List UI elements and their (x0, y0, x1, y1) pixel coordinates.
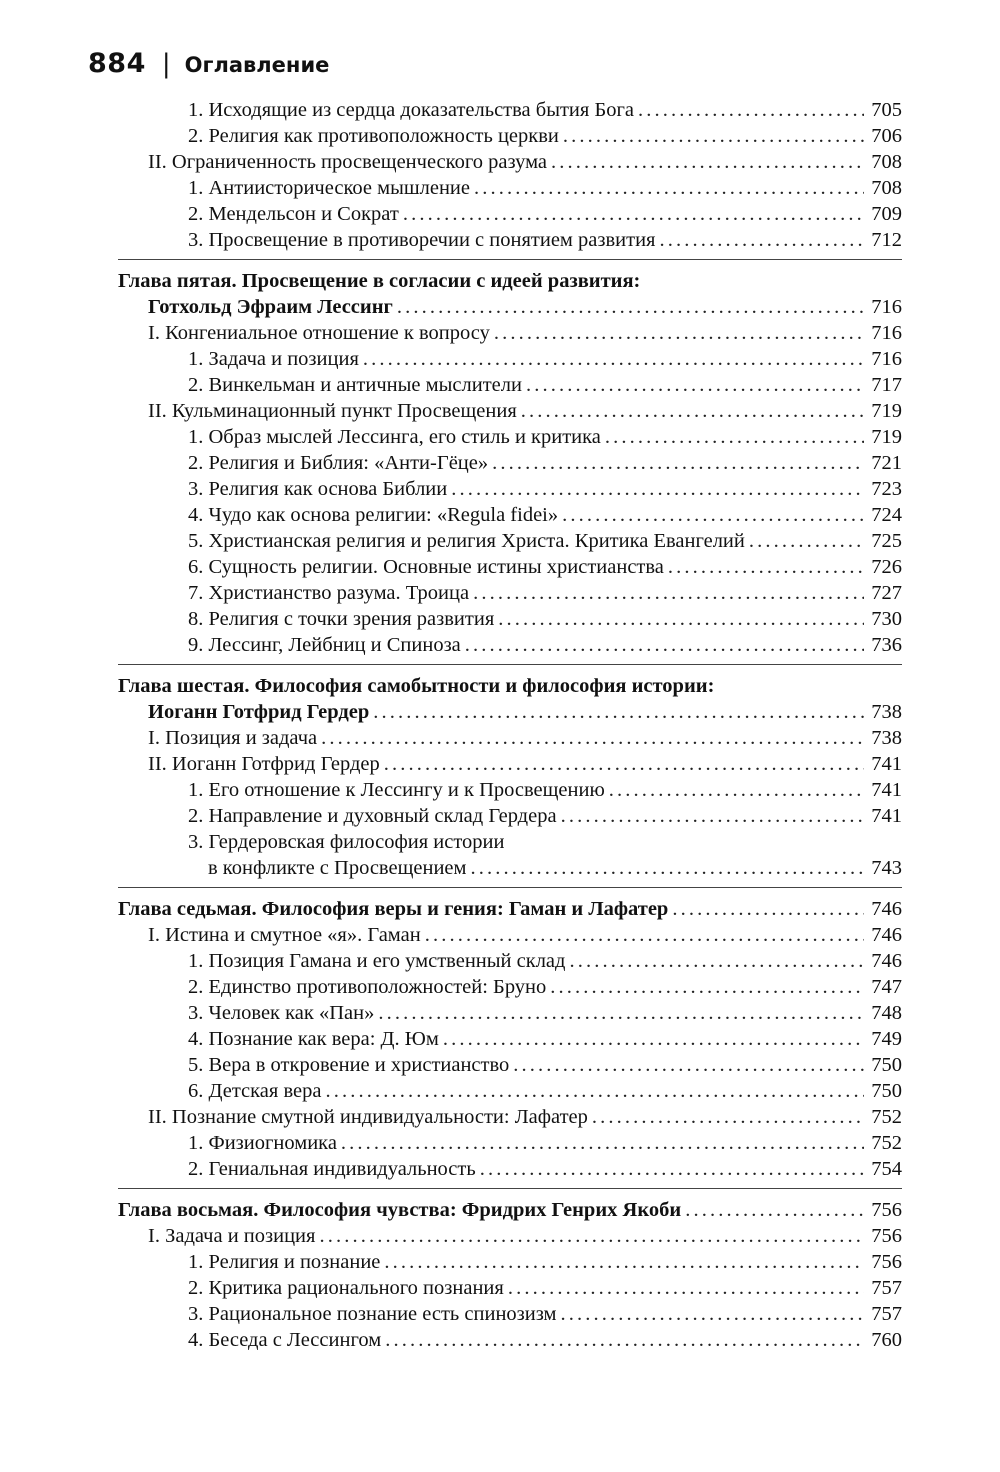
dot-leader (561, 1301, 864, 1327)
toc-entry-page: 749 (871, 1028, 902, 1050)
dot-leader (561, 803, 864, 829)
dot-leader (385, 1327, 864, 1353)
toc-entry-title: 5. Христианская религия и религия Христа. Критика Евангелий (188, 530, 745, 552)
toc-entry-page: 750 (871, 1080, 902, 1102)
toc-entry[interactable] (118, 1052, 902, 1078)
toc-entry-title: в конфликте с Просвещением (208, 857, 467, 879)
toc-entry[interactable] (118, 1078, 902, 1104)
toc-entry-title: Глава восьмая. Философия чувства: Фридрих Генрих Якоби (118, 1199, 682, 1221)
toc-entry[interactable] (118, 1026, 902, 1052)
toc-entry-page: 756 (871, 1199, 902, 1221)
dot-leader (638, 97, 864, 123)
dot-leader (508, 1275, 864, 1301)
toc-entry-title: 1. Исходящие из сердца доказательства бытия Бога (188, 99, 634, 121)
dot-leader (563, 123, 864, 149)
toc-entry[interactable] (118, 149, 902, 175)
toc-entry-page: 736 (871, 634, 902, 656)
dot-leader (526, 372, 864, 398)
toc-entry-title: 3. Рациональное познание есть спинозизм (188, 1303, 557, 1325)
toc-entry-title: 2. Направление и духовный склад Гердера (188, 805, 557, 827)
toc-entry[interactable] (118, 1275, 902, 1301)
toc-entry-title: 5. Вера в откровение и христианство (188, 1054, 510, 1076)
dot-leader (397, 294, 864, 320)
dot-leader (373, 699, 864, 725)
dot-leader (494, 320, 864, 346)
dot-leader (562, 502, 864, 528)
toc-entry[interactable] (118, 1156, 902, 1182)
dot-leader (465, 632, 864, 658)
toc-entry-title: 2. Единство противоположностей: Бруно (188, 976, 547, 998)
toc-entry-page: 716 (871, 296, 902, 318)
toc-entry-page: 726 (871, 556, 902, 578)
dot-leader (363, 346, 864, 372)
toc-entry-title: 1. Задача и позиция (188, 348, 359, 370)
dot-leader (605, 424, 864, 450)
toc-entry-title: Готхольд Эфраим Лессинг (148, 296, 393, 318)
dot-leader (384, 751, 864, 777)
toc-entry[interactable] (118, 227, 902, 253)
toc-entry-page: 754 (871, 1158, 902, 1180)
toc-entry-page: 748 (871, 1002, 902, 1024)
toc-entry-title: 3. Просвещение в противоречии с понятием развития (188, 229, 656, 251)
toc-entry-title: I. Задача и позиция (148, 1225, 316, 1247)
toc-entry[interactable] (118, 528, 902, 554)
dot-leader (425, 922, 864, 948)
toc-entry-page: 708 (871, 177, 902, 199)
toc-entry[interactable] (118, 1249, 902, 1275)
toc-entry-page: 709 (871, 203, 902, 225)
toc-entry-page: 706 (871, 125, 902, 147)
section-divider (118, 1188, 902, 1189)
toc-entry-page: 725 (871, 530, 902, 552)
toc-entry-title: 1. Физиогномика (188, 1132, 337, 1154)
toc-entry-title: 4. Чудо как основа религии: «Regula fidei» (188, 504, 559, 526)
toc-entry-title: 1. Его отношение к Лессингу и к Просвещению (188, 779, 605, 801)
dot-leader (480, 1156, 864, 1182)
toc-entry-title: Глава пятая. Просвещение в согласии с идеей развития: (118, 270, 641, 292)
toc-entry[interactable] (118, 1223, 902, 1249)
toc-entry-title: 3. Человек как «Пан» (188, 1002, 375, 1024)
toc-entry-page: 708 (871, 151, 902, 173)
toc-entry-title: 1. Позиция Гамана и его умственный склад (188, 950, 566, 972)
toc-entry[interactable] (118, 922, 902, 948)
dot-leader (321, 725, 864, 751)
toc-entry-title: 8. Религия с точки зрения развития (188, 608, 495, 630)
toc-entry-title: 2. Религия как противоположность церкви (188, 125, 559, 147)
toc-entry[interactable] (118, 175, 902, 201)
toc-entry[interactable] (118, 777, 902, 803)
toc-entry[interactable] (118, 97, 902, 123)
toc-entry-page: 738 (871, 727, 902, 749)
toc-entry-page: 741 (871, 753, 902, 775)
toc-entry[interactable] (118, 372, 902, 398)
toc-entry-page: 760 (871, 1329, 902, 1351)
toc-entry-page: 743 (871, 857, 902, 879)
header-title: Оглавление (184, 53, 330, 77)
dot-leader (325, 1078, 864, 1104)
dot-leader (521, 398, 864, 424)
toc-entry-page: 757 (871, 1277, 902, 1299)
toc-entry-title: 1. Образ мыслей Лессинга, его стиль и критика (188, 426, 601, 448)
toc-entry[interactable] (118, 476, 902, 502)
toc-entry-title: 2. Гениальная индивидуальность (188, 1158, 476, 1180)
dot-leader (473, 580, 864, 606)
toc-entry[interactable] (118, 974, 902, 1000)
page-header (88, 48, 329, 79)
dot-leader (592, 1104, 864, 1130)
toc-entry-page: 741 (871, 779, 902, 801)
toc-entry[interactable] (118, 502, 902, 528)
toc-entry-title: II. Познание смутной индивидуальности: Лафатер (148, 1106, 588, 1128)
toc-entry[interactable] (118, 398, 902, 424)
toc-entry-title: 2. Религия и Библия: «Анти-Гёце» (188, 452, 489, 474)
toc-entry-page: 747 (871, 976, 902, 998)
toc-entry-page: 716 (871, 322, 902, 344)
toc-entry[interactable] (118, 751, 902, 777)
toc-entry-page: 746 (871, 898, 902, 920)
toc-entry-title: Иоганн Готфрид Гердер (148, 701, 370, 723)
toc-entry-title: 6. Детская вера (188, 1080, 322, 1102)
header-separator: | (161, 49, 171, 79)
toc-entry-title: I. Конгениальное отношение к вопросу (148, 322, 490, 344)
toc-entry-title: I. Позиция и задача (148, 727, 318, 749)
toc-entry-title: 2. Критика рационального познания (188, 1277, 504, 1299)
toc-entry-page: 724 (871, 504, 902, 526)
toc-entry-page: 727 (871, 582, 902, 604)
toc-entry-page: 757 (871, 1303, 902, 1325)
toc-entry-page: 719 (871, 426, 902, 448)
toc-entry-page: 752 (871, 1132, 902, 1154)
toc-entry-title: II. Ограниченность просвещенческого разума (148, 151, 548, 173)
toc-chapter-heading[interactable] (118, 268, 902, 294)
toc-chapter-heading[interactable] (118, 673, 902, 699)
toc-entry[interactable] (118, 1130, 902, 1156)
toc-entry-title: 2. Мендельсон и Сократ (188, 203, 399, 225)
toc-chapter-heading[interactable] (118, 294, 902, 320)
toc-entry-page: 730 (871, 608, 902, 630)
toc-entry[interactable] (118, 320, 902, 346)
toc-entry-title: 3. Религия как основа Библии (188, 478, 448, 500)
dot-leader (470, 855, 864, 881)
toc-entry[interactable] (118, 725, 902, 751)
dot-leader (492, 450, 864, 476)
toc-entry-page: 738 (871, 701, 902, 723)
toc-entry[interactable] (118, 1104, 902, 1130)
toc-entry[interactable] (118, 855, 902, 881)
toc-entry-page: 756 (871, 1251, 902, 1273)
toc-entry[interactable] (118, 1000, 902, 1026)
toc-entry-page: 716 (871, 348, 902, 370)
toc-entry-title: II. Иоганн Готфрид Гердер (148, 753, 380, 775)
toc-entry-title: 7. Христианство разума. Троица (188, 582, 470, 604)
toc-entry-page: 721 (871, 452, 902, 474)
toc-entry-title: Глава седьмая. Философия веры и гения: Гаман и Лафатер (118, 898, 669, 920)
dot-leader (451, 476, 864, 502)
toc-entry-page: 750 (871, 1054, 902, 1076)
toc-entry-title: II. Кульминационный пункт Просвещения (148, 400, 517, 422)
toc-entry-title: Глава шестая. Философия самобытности и философия истории: (118, 675, 715, 697)
page-number: 884 (88, 48, 146, 79)
section-divider (118, 259, 902, 260)
toc-entry-title: 4. Познание как вера: Д. Юм (188, 1028, 439, 1050)
toc-entry[interactable] (118, 554, 902, 580)
toc-entry-title: 4. Беседа с Лессингом (188, 1329, 382, 1351)
toc-entry[interactable] (118, 1301, 902, 1327)
dot-leader (384, 1249, 864, 1275)
toc-entry-page: 746 (871, 924, 902, 946)
toc-entry[interactable] (118, 829, 902, 855)
dot-leader (474, 175, 864, 201)
toc-entry[interactable] (118, 632, 902, 658)
dot-leader (749, 528, 864, 554)
toc-entry[interactable] (118, 606, 902, 632)
toc-entry-title: 2. Винкельман и античные мыслители (188, 374, 522, 396)
section-divider (118, 664, 902, 665)
toc-entry[interactable] (118, 1327, 902, 1353)
dot-leader (569, 948, 864, 974)
toc-entry-page: 756 (871, 1225, 902, 1247)
dot-leader (341, 1130, 864, 1156)
toc-entry[interactable] (118, 201, 902, 227)
dot-leader (550, 974, 864, 1000)
toc-entry[interactable] (118, 948, 902, 974)
dot-leader (685, 1197, 864, 1223)
toc-entry[interactable] (118, 123, 902, 149)
dot-leader (319, 1223, 864, 1249)
dot-leader (660, 227, 865, 253)
toc-entry-title: 3. Гердеровская философия истории (188, 831, 505, 853)
toc-entry-page: 717 (871, 374, 902, 396)
section-divider (118, 887, 902, 888)
toc-entry[interactable] (118, 346, 902, 372)
dot-leader (403, 201, 864, 227)
dot-leader (609, 777, 864, 803)
toc-chapter-heading[interactable] (118, 699, 902, 725)
toc-entry-page: 746 (871, 950, 902, 972)
dot-leader (498, 606, 864, 632)
toc-entry-page: 705 (871, 99, 902, 121)
toc-entry[interactable] (118, 424, 902, 450)
dot-leader (513, 1052, 864, 1078)
toc-chapter-heading[interactable] (118, 1197, 902, 1223)
toc-entry-page: 723 (871, 478, 902, 500)
toc-entry-page: 741 (871, 805, 902, 827)
toc-entry-title: I. Истина и смутное «я». Гаман (148, 924, 421, 946)
dot-leader (672, 896, 864, 922)
toc-entry-title: 1. Религия и познание (188, 1251, 381, 1273)
dot-leader (551, 149, 864, 175)
toc-entry-page: 719 (871, 400, 902, 422)
toc-entry-title: 1. Антиисторическое мышление (188, 177, 470, 199)
toc-chapter-heading[interactable] (118, 896, 902, 922)
toc-entry[interactable] (118, 580, 902, 606)
dot-leader (443, 1026, 864, 1052)
dot-leader (668, 554, 864, 580)
table-of-contents (118, 97, 902, 1353)
toc-entry-title: 9. Лессинг, Лейбниц и Спиноза (188, 634, 461, 656)
toc-entry[interactable] (118, 450, 902, 476)
dot-leader (378, 1000, 864, 1026)
toc-entry-title: 6. Сущность религии. Основные истины христианства (188, 556, 664, 578)
toc-entry-page: 712 (871, 229, 902, 251)
toc-entry-page: 752 (871, 1106, 902, 1128)
toc-entry[interactable] (118, 803, 902, 829)
